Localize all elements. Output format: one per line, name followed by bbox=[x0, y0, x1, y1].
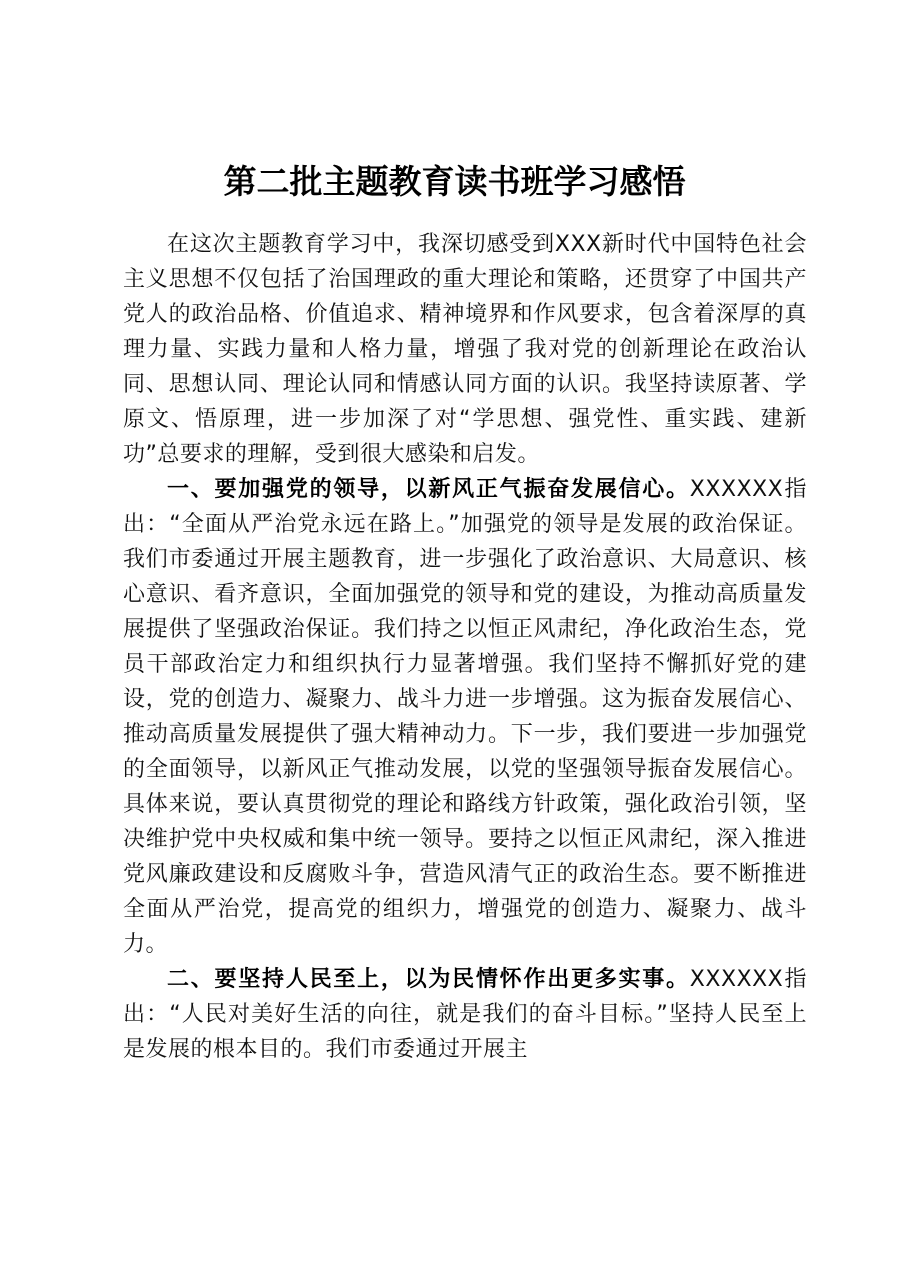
intro-paragraph bbox=[123, 227, 807, 472]
section-one-paragraph bbox=[123, 472, 807, 962]
paragraph-text: 在这次主题教育学习中，我深切感受到XXX新时代中国特色社会主义思想不仅包括了治国理政的重大理论和策略，还贯穿了中国共产党人的政治品格、价值追求、精神境界和作风要求，包含着深厚的真理力量、实践力量和人格力量，增强了我对党的创新理论在政治认同、思想认同、理论认同和情感认同方面的认识。我坚持读原著、学原文、悟原理，进一步加深了对“学思想、强党性、重实践、建新功”总要求的理解，受到很大感染和启发。 bbox=[123, 232, 807, 467]
section-heading: 二、要坚持人民至上，以为民情怀作出更多实事。 bbox=[167, 967, 690, 992]
section-heading: 一、要加强党的领导，以新风正气振奋发展信心。 bbox=[167, 477, 690, 502]
document-body bbox=[123, 227, 807, 1067]
paragraph-text: XXXXXX指出：“全面从严治党永远在路上。”加强党的领导是发展的政治保证。我们市委通过开展主题教育，进一步强化了政治意识、大局意识、核心意识、看齐意识，全面加强党的领导和党的建设，为推动高质量发展提供了坚强政治保证。我们持之以恒正风肃纪，净化政治生态，党员干部政治定力和组织执行力显著增强。我们坚持不懈抓好党的建设，党的创造力、凝聚力、战斗力进一步增强。这为振奋发展信心、推动高质量发展提供了强大精神动力。下一步，我们要进一步加强党的全面领导，以新风正气推动发展，以党的坚强领导振奋发展信心。具体来说，要认真贯彻党的理论和路线方针政策，强化政治引领，坚决维护党中央权威和集中统一领导。要持之以恒正风肃纪，深入推进党风廉政建设和反腐败斗争，营造风清气正的政治生态。要不断推进全面从严治党，提高党的组织力，增强党的创造力、凝聚力、战斗力。 bbox=[123, 477, 807, 957]
paragraph-text: XXXXXX指出：“人民对美好生活的向往，就是我们的奋斗目标。”坚持人民至上是发展的根本目的。我们市委通过开展主 bbox=[123, 967, 807, 1062]
section-two-paragraph bbox=[123, 962, 807, 1067]
document-title: 第二批主题教育读书班学习感悟 bbox=[223, 162, 686, 201]
